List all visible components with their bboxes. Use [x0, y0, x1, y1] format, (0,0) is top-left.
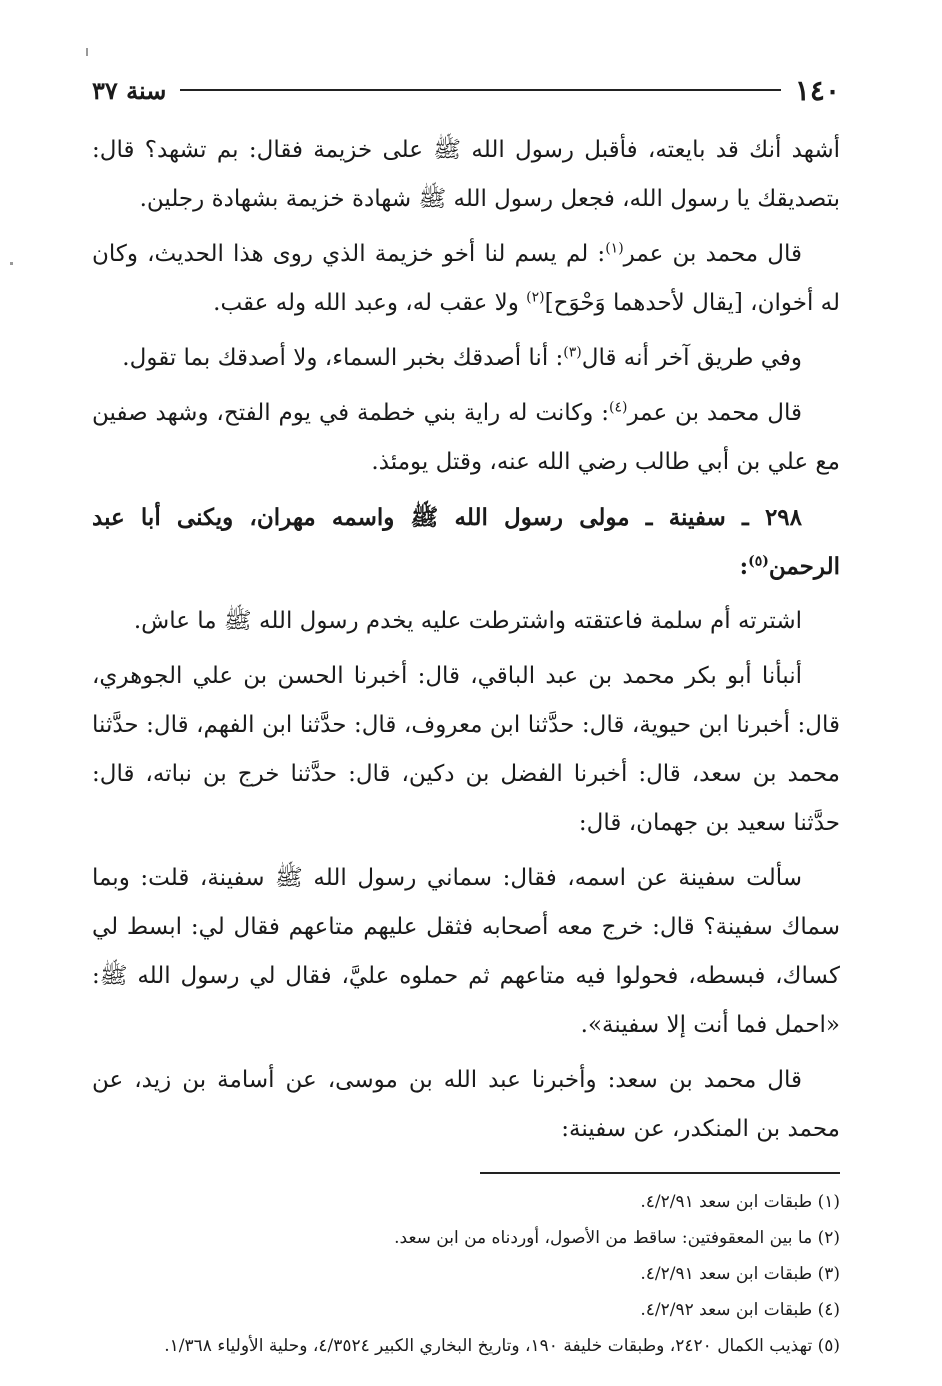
footnote-ref: (٤) — [609, 399, 628, 416]
paragraph — [92, 389, 840, 487]
footnote: (٣) طبقات ابن سعد ٤/٢/٩١. — [640, 1263, 840, 1284]
footnote-ref: (٣) — [563, 344, 582, 361]
book-page — [92, 70, 840, 1364]
footnote: (١) طبقات ابن سعد ٤/٢/٩١. — [640, 1191, 840, 1212]
page-number: ١٤٠ — [794, 73, 840, 107]
paragraph-text: : أنا أصدقك بخبر السماء، ولا أصدقك بما تقول. — [122, 345, 564, 371]
paragraph-text: قال محمد بن عمر — [623, 241, 802, 267]
paragraph — [92, 126, 840, 224]
paragraph — [92, 652, 840, 848]
page-header — [92, 70, 840, 110]
paragraph-text: أنبأنا أبو بكر محمد بن عبد الباقي، قال: أخبرنا الحسن بن علي الجوهري، قال: أخبرنا ابن حيوية، قال: حدَّثنا ابن معروف، قال: حدَّثنا ابن الفهم، قال: حدَّثنا محمد بن سعد، قال: أخبرنا الفضل بن دكين، قال: حدَّثنا خرج بن نباته، قال: حدَّثنا سعيد بن جهمان، قال: — [92, 663, 840, 836]
footnote: (٢) ما بين المعقوفتين: ساقط من الأصول، أوردناه من ابن سعد. — [394, 1227, 840, 1248]
entry-heading — [92, 493, 840, 591]
paragraph — [92, 334, 840, 383]
running-title: سنة ٣٧ — [92, 75, 167, 105]
scan-speck — [10, 262, 13, 265]
paragraph — [92, 230, 840, 328]
entry-title: ٢٩٨ ـ سفينة ـ مولى رسول الله ﷺ واسمه مهران، ويكنى أبا عبد الرحمن — [92, 504, 840, 580]
footnote: (٤) طبقات ابن سعد ٤/٢/٩٢. — [640, 1299, 840, 1320]
footnote-ref: (١) — [605, 240, 624, 257]
footnote-ref: (٥) — [748, 553, 769, 570]
paragraph — [92, 597, 840, 646]
header-rule — [180, 89, 781, 91]
main-text — [92, 126, 840, 1154]
paragraph-text: قال محمد بن سعد: وأخبرنا عبد الله بن موسى، عن أسامة بن زيد، عن محمد بن المنكدر، عن سفينة: — [92, 1067, 840, 1142]
footnote: (٥) تهذيب الكمال ٢٤٢٠، وطبقات خليفة ١٩٠، وتاريخ البخاري الكبير ٤/٣٥٢٤، وحلية الأولياء ١/٣٦٨. — [164, 1335, 840, 1356]
paragraph-text: وفي طريق آخر أنه قال — [581, 345, 802, 371]
paragraph-text: : لم يسم لنا أخو خزيمة الذي روى هذا الحديث، وكان له أخوان، [يقال لأحدهما وَحْوَح] — [92, 241, 840, 316]
paragraph-text: : — [739, 553, 749, 580]
footnotes — [92, 1184, 840, 1364]
paragraph-text: ولا عقب له، وعبد الله وله عقب. — [213, 290, 527, 316]
footnote-separator — [480, 1172, 840, 1174]
scan-speck — [86, 48, 88, 56]
paragraph-text: : وكانت له راية بني خطمة في يوم الفتح، وشهد صفين مع علي بن أبي طالب رضي الله عنه، وقتل يومئذ. — [92, 400, 840, 475]
paragraph-text: سألت سفينة عن اسمه، فقال: سماني رسول الله ﷺ سفينة، قلت: وبما سماك سفينة؟ قال: خرج معه أصحابه فثقل عليهم متاعهم فقال لي: ابسط لي كساك، فبسطه، فحولوا فيه متاعهم ثم حملوه عليَّ، فقال لي رسول الله ﷺ: «احمل فما أنت إلا سفينة». — [92, 865, 840, 1038]
paragraph-text: قال محمد بن عمر — [627, 400, 802, 426]
paragraph — [92, 1056, 840, 1154]
paragraph — [92, 854, 840, 1050]
footnote-ref: (٢) — [526, 289, 545, 306]
paragraph-text: أشهد أنك قد بايعته، فأقبل رسول الله ﷺ على خزيمة فقال: بم تشهد؟ قال: بتصديقك يا رسول الله، فجعل رسول الله ﷺ شهادة خزيمة بشهادة رجلين. — [92, 137, 840, 212]
paragraph-text: اشترته أم سلمة فاعتقته واشترطت عليه يخدم رسول الله ﷺ ما عاش. — [133, 608, 802, 634]
